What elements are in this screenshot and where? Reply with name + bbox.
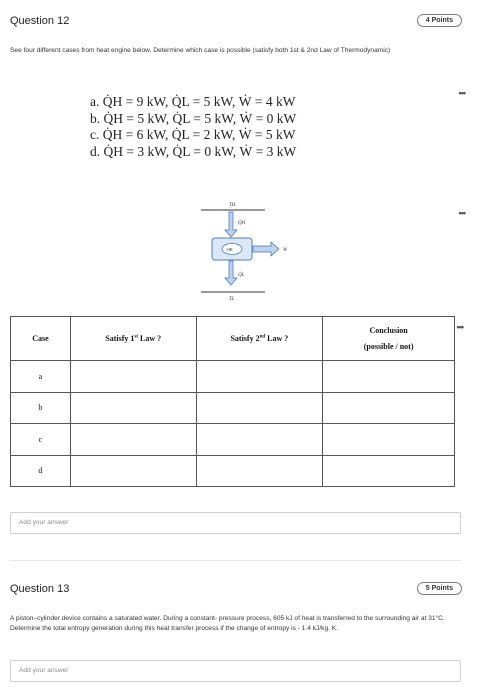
table-row <box>11 424 455 456</box>
question-divider <box>10 560 461 561</box>
table-cell <box>196 455 323 487</box>
question-prompt: A piston–cylinder device contains a saturated water. During a constant- pressure process, 605 kJ of heat is transferred to the surrounding air at 31°C. Determine the total entropy generation during this heat transfer process if the change of entropy is - 1.4 kJ/kg. K. <box>10 615 445 632</box>
table-cell <box>323 424 455 456</box>
answer-input-q12[interactable]: Add your answer <box>10 512 461 534</box>
table-cell <box>70 392 196 424</box>
header-case: Case <box>11 317 71 361</box>
ellipsis-icon[interactable]: ••• <box>458 208 465 218</box>
question-title: Question 12 <box>10 14 70 27</box>
question-12-header <box>10 14 462 27</box>
row-case-label: d <box>11 455 71 487</box>
case-line: a. Q̇H = 9 kW, Q̇L = 5 kW, Ẇ = 4 kW <box>90 94 296 109</box>
engine-label: HE <box>226 247 233 252</box>
table-cell <box>70 361 196 393</box>
table-row <box>11 455 455 487</box>
answer-input-q13[interactable]: Add your answer <box>10 660 461 682</box>
qh-arrow-icon <box>225 212 237 237</box>
case-line: c. Q̇H = 6 kW, Q̇L = 2 kW, Ẇ = 5 kW <box>90 127 296 142</box>
ql-arrow-icon <box>225 261 237 285</box>
points-badge: 4 Points <box>417 14 462 27</box>
question-13-header <box>10 582 462 595</box>
table-header-row <box>11 317 455 361</box>
question-prompt: See four different cases from heat engine below. Determine which case is possible (satisfy both 1st & 2nd Law of Thermodynamic) <box>10 47 391 54</box>
heat-engine-diagram <box>10 196 465 306</box>
answer-table-image <box>10 316 463 487</box>
table-cell <box>196 361 323 393</box>
qh-label: Q̇H <box>238 221 246 226</box>
table-cell <box>323 392 455 424</box>
cases-table <box>10 316 455 487</box>
ellipsis-icon[interactable]: ••• <box>456 322 463 332</box>
table-cell <box>196 392 323 424</box>
points-badge: 5 Points <box>417 582 462 595</box>
table-cell <box>196 424 323 456</box>
row-case-label: b <box>11 392 71 424</box>
cases-list <box>90 94 296 160</box>
table-cell <box>323 455 455 487</box>
question-title: Question 13 <box>10 582 70 595</box>
table-row <box>11 361 455 393</box>
row-case-label: c <box>11 424 71 456</box>
case-line: b. Q̇H = 5 kW, Q̇L = 5 kW, Ẇ = 0 kW <box>90 110 297 126</box>
work-arrow-icon <box>253 242 279 256</box>
th-label: TH <box>229 203 236 208</box>
ellipsis-icon[interactable]: ••• <box>458 88 465 98</box>
heat-engine-svg <box>195 198 305 304</box>
w-label: Ẇ <box>283 248 288 253</box>
header-conclusion: Conclusion (possible / not) <box>323 317 455 361</box>
table-row <box>11 392 455 424</box>
cases-image <box>10 80 465 176</box>
case-line: d. Q̇H = 3 kW, Q̇L = 0 kW, Ẇ = 3 kW <box>90 143 297 159</box>
table-cell <box>70 455 196 487</box>
table-cell <box>323 361 455 393</box>
tl-label: TL <box>229 297 235 302</box>
ql-label: Q̇L <box>238 273 245 278</box>
table-cell <box>70 424 196 456</box>
row-case-label: a <box>11 361 71 393</box>
header-second-law: Satisfy 2nd Law ? <box>196 317 323 361</box>
header-first-law: Satisfy 1st Law ? <box>70 317 196 361</box>
